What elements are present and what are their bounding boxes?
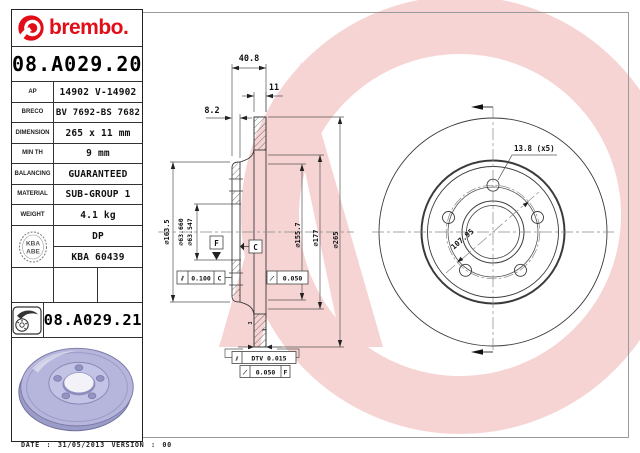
hub-hatch <box>233 164 240 297</box>
datum-f-triangle <box>212 252 221 260</box>
tol-parallel-symbol: ⫽ <box>181 275 184 283</box>
bolt-circle-dim-label: 107.95 <box>449 226 476 252</box>
empty-cell-a <box>54 268 98 302</box>
variant-icon-cell <box>12 303 44 337</box>
kba-abe-stamp-icon <box>17 229 49 265</box>
spec-row-dimension <box>12 123 142 144</box>
brembo-wordmark: brembo. <box>49 16 129 39</box>
hatch-top <box>254 117 266 150</box>
spec-label: AP <box>12 82 54 102</box>
tol-parallel-value: 0.100 <box>191 274 211 283</box>
spec-value: 9 mm <box>86 148 110 159</box>
dim-disc-thickness: 11 <box>268 83 280 93</box>
dim-hub-depth: 8.2 <box>204 106 220 116</box>
spec-row-ap <box>12 82 142 103</box>
spec-row-minth <box>12 144 142 164</box>
spec-label: DIMENSION <box>12 123 54 143</box>
spec-label: MIN TH <box>12 144 54 163</box>
approval-dp: DP <box>54 226 142 247</box>
brembo-logo-icon <box>16 13 46 43</box>
main-part-number-row <box>12 47 142 82</box>
section-arrow-bottom <box>471 349 483 355</box>
runout-datum: F <box>283 368 288 377</box>
dtv-symbol: ⫽ <box>235 356 239 363</box>
dim-inner-diameter: ⌀155.7 <box>294 222 302 248</box>
spec-value: 265 x 11 mm <box>65 127 131 139</box>
section-arrow-top <box>471 104 483 110</box>
empty-split-row <box>12 268 142 303</box>
runout-symbol: ⟋ <box>242 369 248 377</box>
front-view <box>372 104 614 355</box>
spec-row-balancing <box>12 164 142 185</box>
disc-photo-cell <box>12 338 142 441</box>
datum-f-label: F <box>214 239 219 248</box>
disc-photo <box>13 340 141 440</box>
spec-value: 14902 V-14902 <box>59 86 137 98</box>
spec-label: BALANCING <box>12 164 54 184</box>
dim-bore-max: ⌀63.660 <box>177 218 185 246</box>
spec-value: BV 7692-BS 7682 <box>55 107 141 118</box>
chamfer-note-right: 3 <box>262 328 269 332</box>
approval-kba-number: KBA 60439 <box>71 251 125 263</box>
footer-date-version: DATE : 31/05/2013 VERSION : 00 <box>21 441 172 449</box>
spec-label: WEIGHT <box>12 205 54 225</box>
section-dimensions <box>170 64 344 358</box>
empty-cell-b <box>98 268 142 302</box>
dim-bore-min: ⌀63.547 <box>186 218 194 246</box>
section-labels <box>163 54 340 377</box>
coated-disc-icon <box>12 306 42 335</box>
kba-stamp-cell <box>12 226 54 267</box>
spec-value: SUB-GROUP 1 <box>65 189 131 200</box>
spec-label: BRECO <box>12 103 54 122</box>
spec-row-material <box>12 185 142 205</box>
spec-value: GUARANTEED <box>68 168 128 180</box>
datum-c-triangle <box>240 243 244 251</box>
dtv-value: DTV 0.015 <box>251 354 287 363</box>
spec-row-weight <box>12 205 142 226</box>
dim-outer-diameter: ⌀265 <box>332 231 340 249</box>
bolt-hole-dim-label: 13.8 (x5) <box>514 144 555 153</box>
brand-header <box>12 10 142 47</box>
tol-parallel-datum: C <box>217 274 222 283</box>
empty-label-cell <box>12 268 54 302</box>
stamp-text-abe: ABE <box>25 248 40 255</box>
tol-face-symbol: ⟋ <box>269 275 275 283</box>
dim-hat-diameter: ⌀163.5 <box>163 219 171 245</box>
stamp-text-kba: KBA <box>25 240 40 247</box>
datum-c-label: C <box>253 243 258 252</box>
spec-label: MATERIAL <box>12 185 54 204</box>
dim-mid-diameter: ⌀177 <box>312 229 320 247</box>
variant-part-row <box>12 303 142 338</box>
front-centerlines <box>372 107 614 352</box>
tol-face-value: 0.050 <box>282 274 303 283</box>
spec-panel <box>11 9 143 442</box>
runout-value: 0.050 <box>255 368 276 377</box>
dim-overall-width: 40.8 <box>238 54 260 64</box>
variant-part-number: 08.A029.21 <box>43 311 142 329</box>
main-part-number: 08.A029.20 <box>12 52 143 76</box>
spec-value: 4.1 kg <box>80 209 116 221</box>
spec-row-breco <box>12 103 142 123</box>
chamfer-note-left: 3 <box>248 321 254 325</box>
approval-row <box>12 226 142 268</box>
